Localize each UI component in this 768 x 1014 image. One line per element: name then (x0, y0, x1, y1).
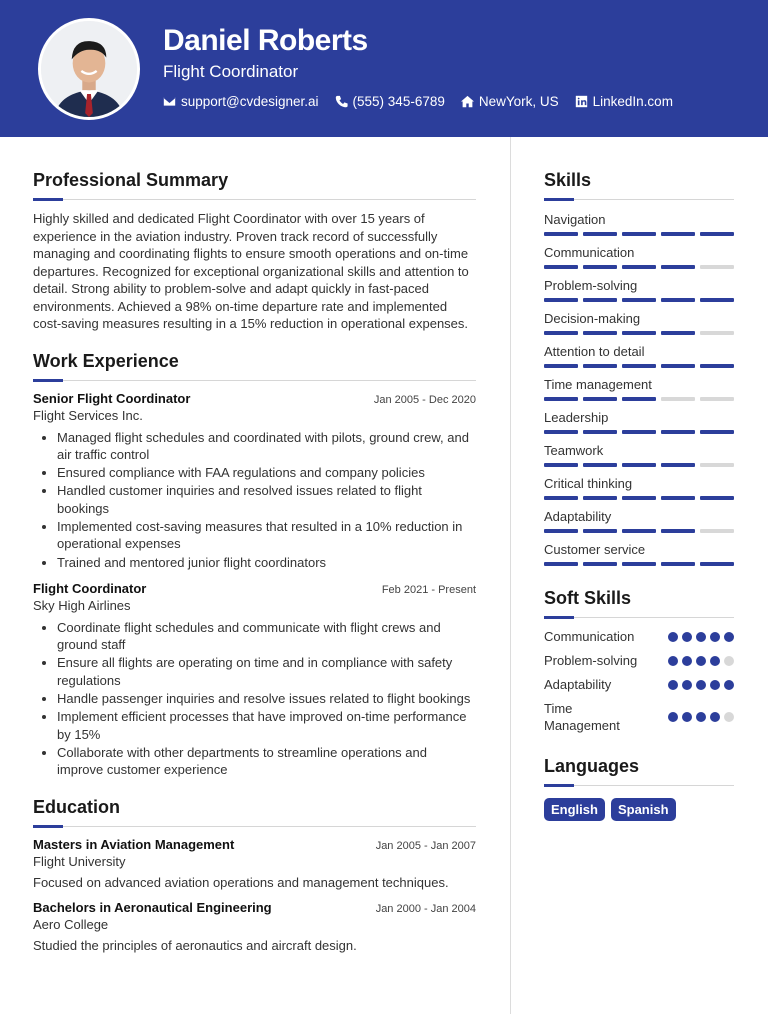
skill-name: Decision-making (544, 311, 641, 326)
skills-section (544, 170, 734, 566)
rating-dot (668, 656, 678, 666)
skills-list (544, 212, 734, 566)
education-heading: Education (33, 797, 476, 827)
degree-dates: Jan 2005 - Jan 2007 (375, 839, 476, 852)
soft-skill-rating (668, 712, 734, 722)
rating-dot (710, 680, 720, 690)
skill-level-segment (583, 529, 617, 533)
job-bullet: • Implemented cost-saving measures that resulted in a 10% reduction in operational expenses (57, 518, 476, 553)
skill-name: Customer service (544, 542, 646, 557)
job-bullet: • Trained and mentored junior flight coordinators (57, 554, 476, 571)
skill-name: Critical thinking (544, 476, 633, 491)
contact-phone[interactable] (335, 94, 445, 109)
skill-level-segment (583, 364, 617, 368)
school-name: Aero College (33, 916, 109, 932)
skill-level-segment (583, 562, 617, 566)
skill-level-bar (544, 331, 734, 335)
skill-level-bar (544, 529, 734, 533)
job-bullet: • Ensure all flights are operating on time and in compliance with safety regulations (57, 654, 476, 689)
skill-level-segment (544, 298, 578, 302)
resume-header (0, 0, 768, 137)
skill-item (544, 509, 734, 533)
skill-level-segment (583, 397, 617, 401)
experience-section (33, 351, 476, 779)
language-tag: English (544, 798, 605, 821)
job-role: Flight Coordinator (33, 580, 147, 596)
skill-level-bar (544, 496, 734, 500)
rating-dot (724, 712, 734, 722)
skill-level-segment (661, 265, 695, 269)
skill-level-segment (661, 496, 695, 500)
rating-dot (724, 632, 734, 642)
skill-level-segment (583, 430, 617, 434)
skill-level-segment (661, 232, 695, 236)
skill-level-segment (583, 331, 617, 335)
skill-level-segment (700, 232, 734, 236)
education-section (33, 797, 476, 953)
job-bullet: • Managed flight schedules and coordinated with pilots, ground crew, and air traffic control (57, 429, 476, 464)
job-bullets (33, 429, 476, 571)
skill-level-segment (661, 463, 695, 467)
rating-dot (682, 712, 692, 722)
skill-name: Attention to detail (544, 344, 645, 359)
phone-icon (335, 95, 348, 108)
skill-name: Communication (544, 245, 635, 260)
rating-dot (710, 712, 720, 722)
job-entry (33, 391, 476, 571)
skill-item (544, 410, 734, 434)
soft-skill-rating (668, 656, 734, 666)
education-entry (33, 900, 476, 953)
summary-text: Highly skilled and dedicated Flight Coordinator with over 15 years of experience in the aviation industry. Proven track record of successfully managing and coordinating flights to ensure smooth operations and on-time departures. Recognized for exceptional organizational skills and attention to detail. Strong ability to problem-solve and adapt quickly in fast-paced environments. Achieved a 98% on-time departure rate and implemented cost-saving measures resulting in a 15% reduction in operational expenses. (33, 211, 469, 331)
skill-level-segment (622, 331, 656, 335)
skill-level-segment (622, 232, 656, 236)
skill-level-segment (544, 562, 578, 566)
skill-level-bar (544, 562, 734, 566)
rating-dot (696, 632, 706, 642)
job-bullet: • Handle passenger inquiries and resolve issues related to flight bookings (57, 690, 476, 707)
rating-dot (696, 712, 706, 722)
skill-level-segment (622, 364, 656, 368)
language-tag: Spanish (611, 798, 676, 821)
skill-level-bar (544, 430, 734, 434)
rating-dot (668, 680, 678, 690)
skill-level-segment (661, 430, 695, 434)
job-dates: Jan 2005 - Dec 2020 (373, 393, 476, 406)
linkedin-icon (575, 95, 588, 108)
skill-level-bar (544, 364, 734, 368)
skill-name: Problem-solving (544, 278, 638, 293)
rating-dot (696, 680, 706, 690)
skill-name: Teamwork (544, 443, 604, 458)
job-bullet: • Collaborate with other departments to streamline operations and improve customer experience (57, 744, 476, 779)
job-dates: Feb 2021 - Present (381, 583, 476, 596)
summary-section (33, 170, 476, 333)
skill-level-segment (583, 496, 617, 500)
soft-skill-name: Adaptability (544, 677, 612, 692)
skill-name: Navigation (544, 212, 606, 227)
skill-level-segment (544, 496, 578, 500)
degree-name: Masters in Aviation Management (33, 836, 235, 852)
skill-name: Adaptability (544, 509, 612, 524)
degree-description: Studied the principles of aeronautics and aircraft design. (33, 937, 357, 953)
rating-dot (710, 632, 720, 642)
rating-dot (724, 680, 734, 690)
skill-level-segment (583, 265, 617, 269)
skill-level-segment (544, 331, 578, 335)
envelope-icon (163, 95, 176, 108)
skill-level-segment (661, 364, 695, 368)
soft-skill-rating (668, 632, 734, 642)
skill-level-segment (544, 265, 578, 269)
candidate-title: Flight Coordinator (163, 62, 299, 81)
soft-skills-heading: Soft Skills (544, 588, 734, 618)
skill-level-bar (544, 298, 734, 302)
job-bullets (33, 619, 476, 779)
job-company: Flight Services Inc. (33, 407, 143, 423)
job-role: Senior Flight Coordinator (33, 390, 191, 406)
skill-item (544, 278, 734, 302)
candidate-name: Daniel Roberts (163, 24, 368, 57)
skill-level-segment (544, 430, 578, 434)
skill-level-segment (661, 562, 695, 566)
degree-name: Bachelors in Aeronautical Engineering (33, 899, 272, 915)
soft-skill-rating (668, 680, 734, 690)
soft-skills-list (544, 628, 734, 734)
home-icon (461, 95, 474, 108)
contact-linkedin[interactable] (575, 94, 673, 109)
sidebar-column (544, 170, 734, 839)
soft-skill-name: Problem-solving (544, 653, 638, 668)
soft-skills-section (544, 588, 734, 734)
degree-dates: Jan 2000 - Jan 2004 (375, 902, 476, 915)
skill-level-bar (544, 463, 734, 467)
job-bullet: • Implement efficient processes that have improved on-time performance by 15% (57, 708, 476, 743)
skill-item (544, 476, 734, 500)
rating-dot (668, 712, 678, 722)
skill-level-segment (622, 562, 656, 566)
soft-skill-item (544, 676, 734, 693)
job-bullet: • Ensured compliance with FAA regulations and company policies (57, 464, 476, 481)
job-bullet: • Handled customer inquiries and resolved issues related to flight bookings (57, 482, 476, 517)
languages-section (544, 756, 734, 821)
skill-level-segment (700, 364, 734, 368)
rating-dot (682, 680, 692, 690)
degree-description: Focused on advanced aviation operations and management techniques. (33, 874, 449, 890)
rating-dot (682, 656, 692, 666)
avatar-icon (41, 21, 137, 117)
skill-item (544, 377, 734, 401)
job-company: Sky High Airlines (33, 597, 131, 613)
skill-level-segment (700, 265, 734, 269)
skill-item (544, 212, 734, 236)
job-bullet: • Coordinate flight schedules and communicate with flight crews and ground staff (57, 619, 476, 654)
skill-level-segment (700, 529, 734, 533)
languages-heading: Languages (544, 756, 734, 786)
summary-heading: Professional Summary (33, 170, 476, 200)
skill-name: Leadership (544, 410, 609, 425)
school-name: Flight University (33, 853, 126, 869)
skill-name: Time management (544, 377, 652, 392)
skill-item (544, 542, 734, 566)
rating-dot (710, 656, 720, 666)
skill-level-segment (700, 430, 734, 434)
main-column (33, 170, 476, 971)
contact-email-text: support@cvdesigner.ai (181, 94, 319, 109)
skill-level-segment (583, 463, 617, 467)
skill-level-segment (544, 364, 578, 368)
soft-skill-item (544, 652, 734, 669)
skill-level-segment (700, 463, 734, 467)
soft-skill-name: Time Management (544, 701, 620, 733)
education-entry (33, 837, 476, 890)
skill-level-segment (583, 232, 617, 236)
skill-level-segment (622, 298, 656, 302)
skill-level-segment (622, 265, 656, 269)
contact-location (461, 94, 559, 109)
skill-level-segment (700, 298, 734, 302)
skill-level-segment (661, 529, 695, 533)
contact-linkedin-text: LinkedIn.com (592, 94, 673, 109)
rating-dot (724, 656, 734, 666)
skill-level-segment (544, 232, 578, 236)
soft-skill-item (544, 700, 734, 734)
soft-skill-name: Communication (544, 629, 635, 644)
soft-skill-item (544, 628, 734, 645)
contact-phone-text: (555) 345-6789 (352, 94, 445, 109)
skill-item (544, 443, 734, 467)
skill-level-bar (544, 232, 734, 236)
profile-photo (38, 18, 140, 120)
contact-list (163, 94, 673, 109)
job-entry (33, 581, 476, 779)
skill-level-segment (544, 397, 578, 401)
skill-level-segment (622, 496, 656, 500)
skill-level-segment (700, 397, 734, 401)
skill-item (544, 311, 734, 335)
skill-level-segment (544, 529, 578, 533)
column-divider (510, 137, 511, 1014)
skill-level-segment (661, 397, 695, 401)
skill-level-segment (622, 463, 656, 467)
skill-level-segment (700, 562, 734, 566)
skill-level-segment (700, 331, 734, 335)
contact-location-text: NewYork, US (478, 94, 559, 109)
skill-level-bar (544, 265, 734, 269)
rating-dot (696, 656, 706, 666)
skill-level-segment (661, 298, 695, 302)
skill-level-segment (622, 397, 656, 401)
skill-level-bar (544, 397, 734, 401)
rating-dot (668, 632, 678, 642)
experience-heading: Work Experience (33, 351, 476, 381)
skill-level-segment (583, 298, 617, 302)
rating-dot (682, 632, 692, 642)
skill-item (544, 344, 734, 368)
skill-level-segment (661, 331, 695, 335)
skill-level-segment (544, 463, 578, 467)
skill-level-segment (622, 430, 656, 434)
skills-heading: Skills (544, 170, 734, 200)
skill-level-segment (622, 529, 656, 533)
skill-item (544, 245, 734, 269)
language-tags (544, 798, 734, 821)
contact-email[interactable] (163, 94, 319, 109)
skill-level-segment (700, 496, 734, 500)
